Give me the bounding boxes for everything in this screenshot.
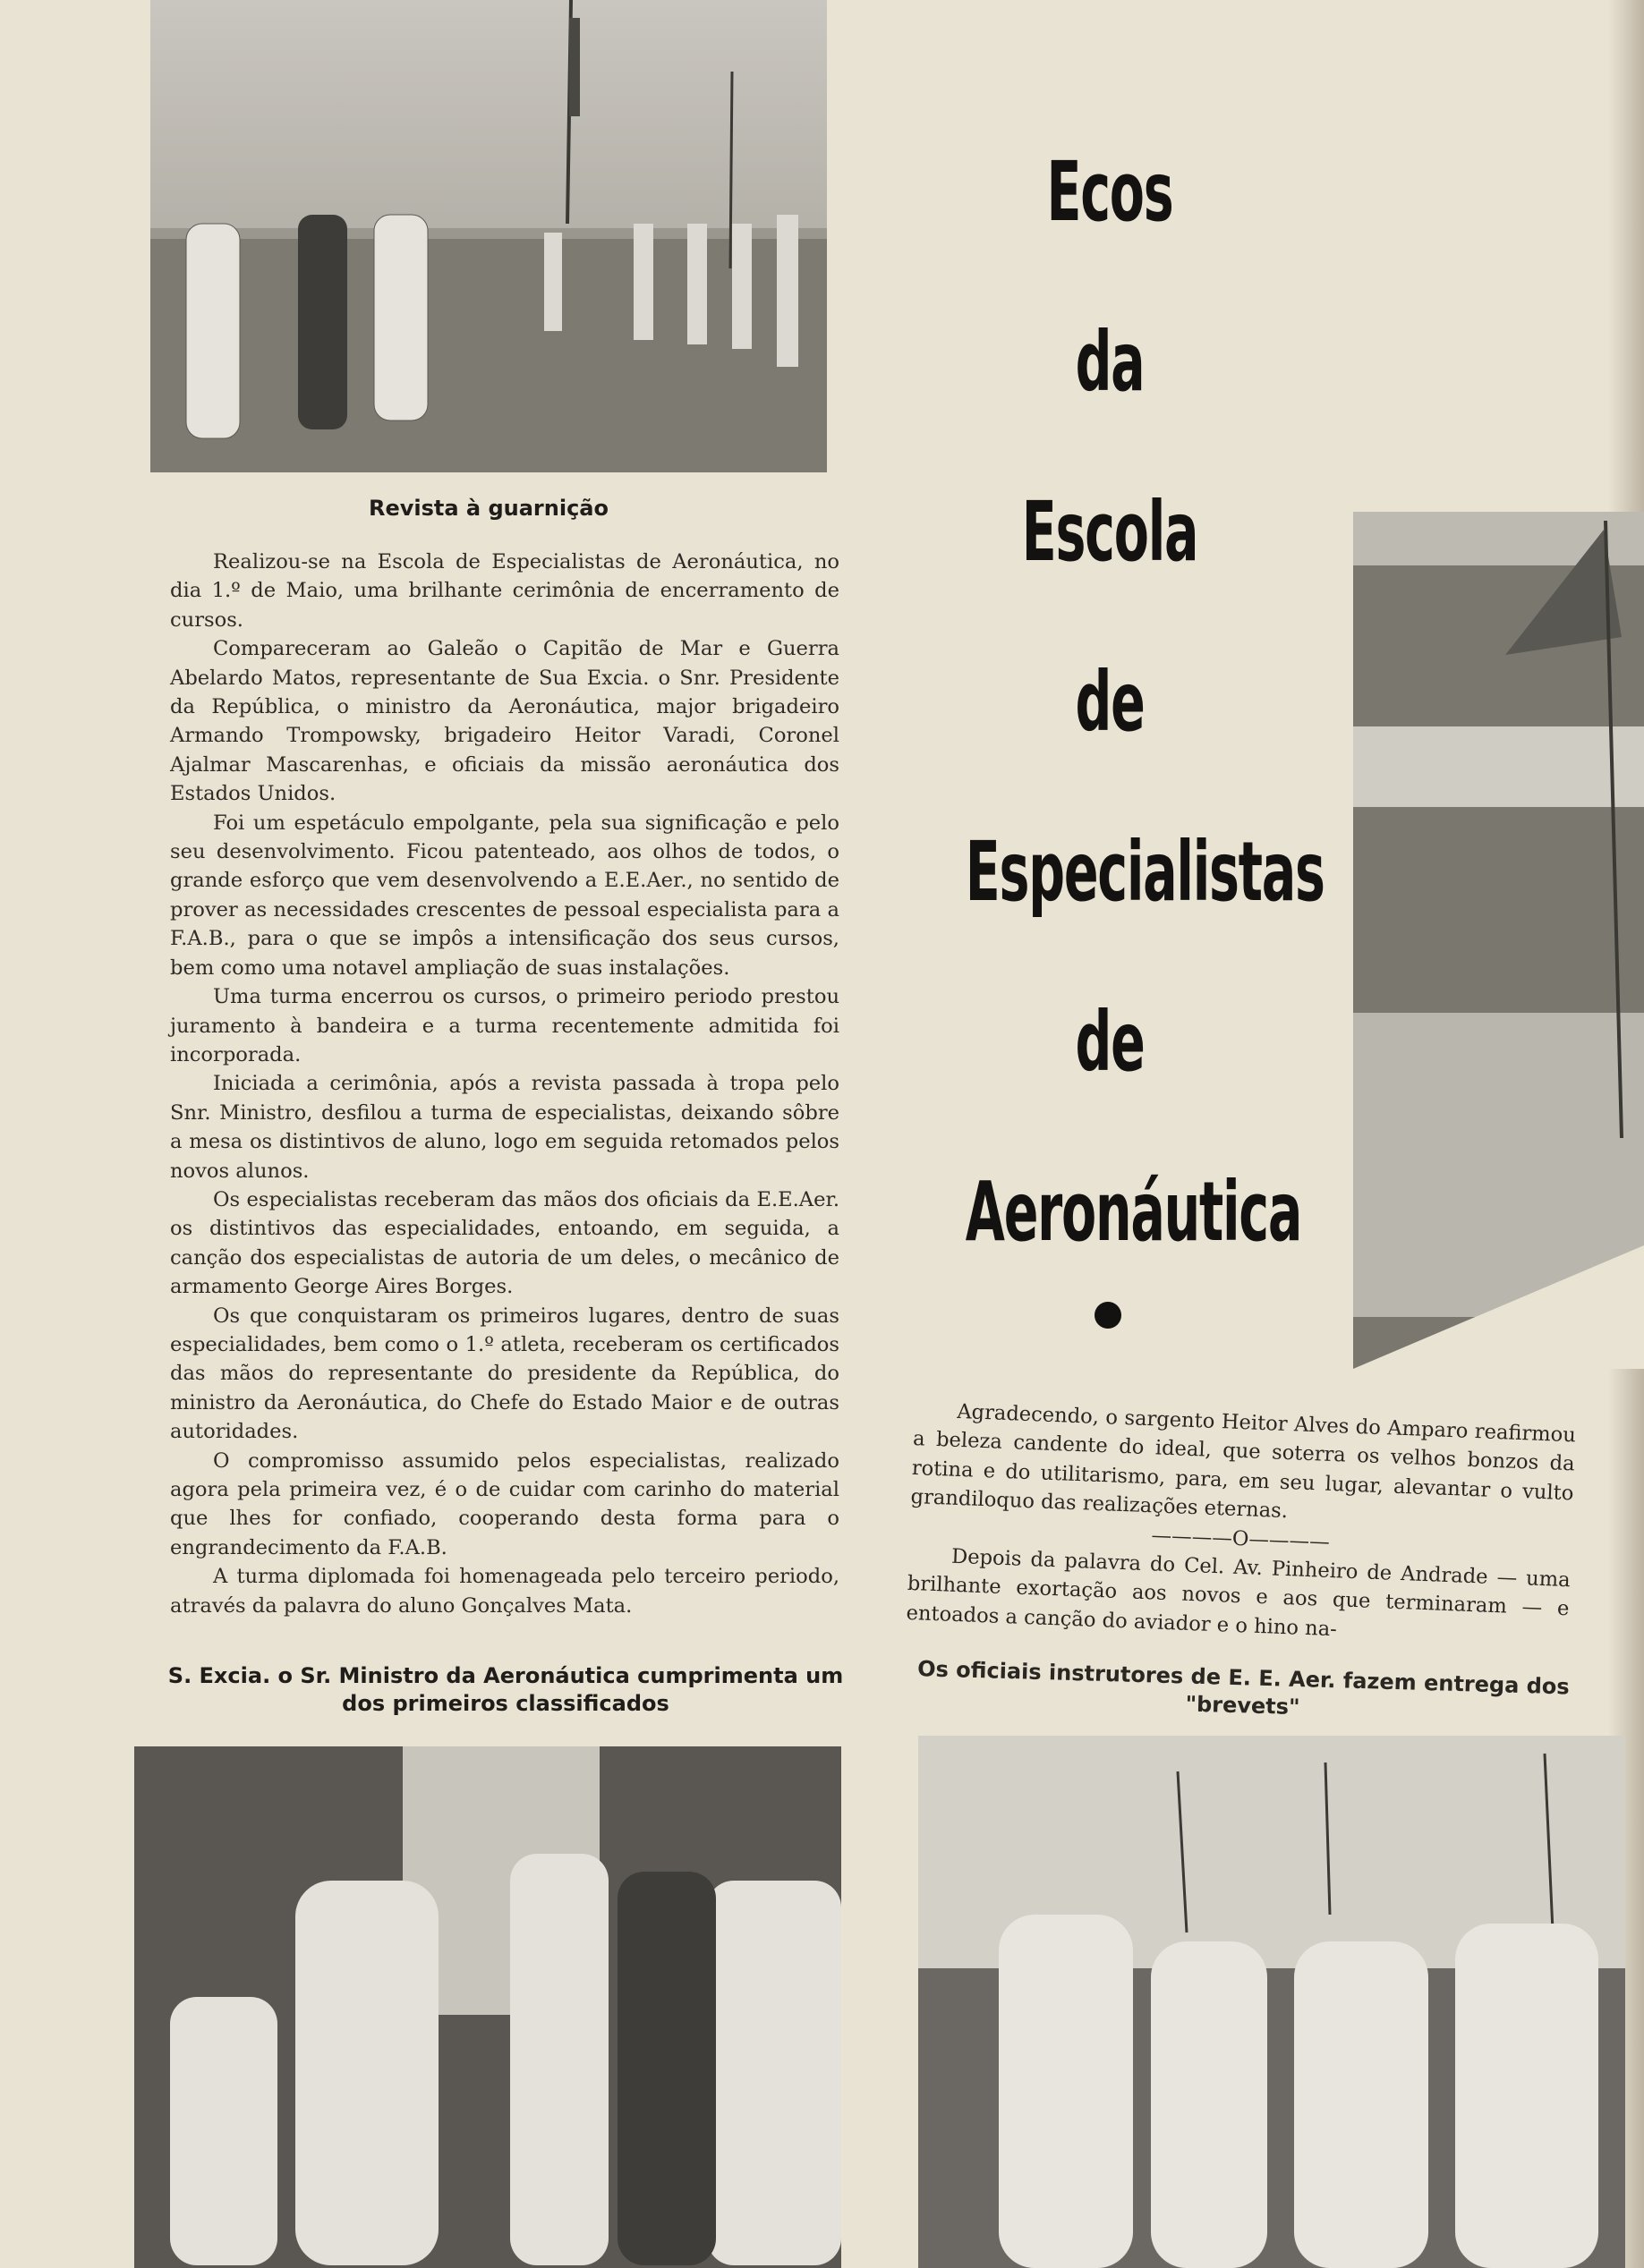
parade-review-photo-icon [150, 0, 827, 472]
paragraph: Foi um espetáculo empolgante, pela sua significação e pelo seu desenvolvimento. Ficou patenteado, aos olhos de todos, o grande esforço que vem desenvolvendo a E.E.Aer., no sentido de prover as necessidades crescentes de pessoal especialista para a F.A.B., para o que se impôs a intensificação dos seus cursos, bem como uma notavel ampliação de suas instalações. [170, 811, 839, 980]
caption-brevets: Os oficiais instrutores de E. E. Aer. fazem entrega dos "brevets" [916, 1656, 1571, 1720]
title-line: Aeronáutica [965, 1164, 1302, 1260]
minister-greeting-photo [134, 1746, 841, 2268]
paragraph: Agradecendo, o sargento Heitor Alves do Amparo reafirmou a beleza candente do ideal, que soterra os velhos bonzos da rotina e do utilitarismo, para, em seu lugar, alevantar o vulto grandiloquo das realizações eternas. [910, 1399, 1577, 1524]
paragraph: A turma diplomada foi homenageada pelo terceiro periodo, através da palavra do aluno Gonçalves Mata. [170, 1565, 839, 1618]
officers-brevets-photo-icon [918, 1736, 1625, 2268]
article-right-column [906, 1396, 1576, 1652]
title-line: da [1075, 314, 1145, 410]
minister-greeting-photo-icon [134, 1746, 841, 2268]
paragraph: Uma turma encerrou os cursos, o primeiro periodo prestou juramento à bandeira e a turma recentemente admitida foi incorporada. [170, 985, 839, 1066]
title-line: Especialistas [965, 824, 1325, 920]
title-line: Escola [1021, 484, 1198, 580]
paragraph: Compareceram ao Galeão o Capitão de Mar e Guerra Abelardo Matos, representante de Sua Excia. o Snr. Presidente da República, o ministro da Aeronáutica, major brigadeiro Armando Trompowsky, brigadeiro Heitor Varadi, Coronel Ajalmar Mascarenhas, e oficiais da missão aeronáutica dos Estados Unidos. [170, 637, 839, 806]
paragraph: Os que conquistaram os primeiros lugares, dentro de suas especialidades, bem como o 1.º atleta, receberam os certificados das mãos do representante do presidente da República, do ministro da Aeronáutica, do Chefe do Estado Maior e de outras autoridades. [170, 1304, 839, 1444]
paragraph: Depois da palavra do Cel. Av. Pinheiro de Andrade — uma brilhante exortação aos novos e aos que terminaram — e entoados a canção do aviador e o hino na- [906, 1544, 1572, 1642]
article-left-column [170, 548, 839, 1620]
formation-troops-photo-icon [1353, 512, 1644, 1369]
paragraph: O compromisso assumido pelos especialistas, realizado agora pela primeira vez, é o de cuidar com carinho do material que lhes for confiado, cooperando desta forma para o engrandecimento da F.A.B. [170, 1448, 839, 1559]
paragraph: Iniciada a cerimônia, após a revista passada à tropa pelo Snr. Ministro, desfilou a turma de especialistas, deixando sôbre a mesa os distintivos de aluno, logo em seguida retomados pelos novos alunos. [170, 1072, 839, 1183]
caption-revista: Revista à guarnição [368, 496, 609, 521]
paragraph: Realizou-se na Escola de Especialistas de Aeronáutica, no dia 1.º de Maio, uma brilhante cerimônia de encerramento de cursos. [170, 550, 839, 632]
caption-ministro: S. Excia. o Sr. Ministro da Aeronáutica cumprimenta um dos primeiros classificados [167, 1663, 844, 1716]
officers-brevets-photo [918, 1736, 1625, 2268]
title-line: de [1075, 994, 1145, 1090]
title-line: Ecos [1046, 144, 1173, 240]
title-line: de [1075, 654, 1145, 750]
formation-troops-photo [1353, 512, 1644, 1369]
separator: ————O———— [1151, 1523, 1331, 1554]
paragraph: Os especialistas receberam das mãos dos oficiais da E.E.Aer. os distintivos das especialidades, entoando, em seguida, a canção dos especialistas de autoria de um deles, o mecânico de armamento George Aires Borges. [170, 1187, 839, 1299]
parade-review-photo [150, 0, 827, 472]
article-title [877, 107, 1342, 1297]
bullet-dot-icon [1095, 1302, 1121, 1329]
